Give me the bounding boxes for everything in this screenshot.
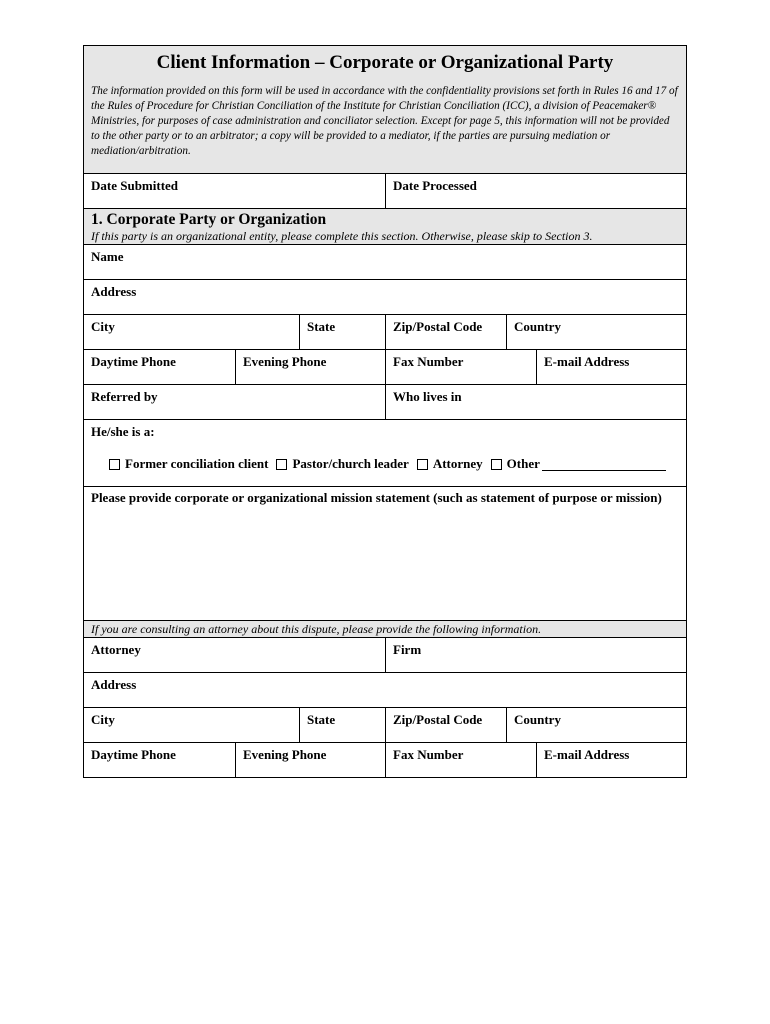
option-pastor[interactable] [276, 456, 408, 472]
referred-by-field[interactable]: Referred by [91, 389, 158, 404]
option-former-client[interactable] [109, 456, 268, 472]
form-title: Client Information – Corporate or Organizational Party [156, 52, 614, 73]
attorney-note: If you are consulting an attorney about this dispute, please provide the following information. [91, 622, 542, 636]
date-submitted-field[interactable]: Date Submitted [91, 178, 179, 193]
attorney-name-field[interactable]: Attorney [91, 642, 141, 657]
attorney-firm-field[interactable]: Firm [385, 638, 686, 672]
attorney-email-field[interactable]: E-mail Address [536, 743, 686, 777]
party-fax-field[interactable]: Fax Number [385, 350, 536, 384]
who-lives-in-field[interactable]: Who lives in [385, 385, 686, 419]
checkbox-pastor[interactable] [276, 459, 287, 470]
dates-row [83, 174, 687, 209]
party-zip-field[interactable]: Zip/Postal Code [385, 315, 506, 349]
other-specify-line[interactable] [542, 458, 666, 471]
checkbox-attorney[interactable] [417, 459, 428, 470]
section-1-note: If this party is an organizational entity, please complete this section. Otherwise, please skip to Section 3. [91, 229, 593, 243]
attorney-city-field[interactable]: City [91, 712, 115, 727]
attorney-state-field[interactable]: State [299, 708, 385, 742]
party-state-field[interactable]: State [299, 315, 385, 349]
party-city-field[interactable]: City [91, 319, 115, 334]
referral-row [83, 385, 687, 420]
option-other-label: Other [506, 456, 540, 471]
section-1-title: 1. Corporate Party or Organization [91, 211, 327, 228]
client-information-form [83, 45, 687, 778]
checkbox-other[interactable] [491, 459, 502, 470]
party-evening-phone-field[interactable]: Evening Phone [235, 350, 385, 384]
attorney-section-header [83, 621, 687, 638]
mission-statement-label: Please provide corporate or organizational mission statement (such as statement of purpose or mission) [91, 490, 662, 505]
role-options [91, 456, 679, 472]
attorney-zip-field[interactable]: Zip/Postal Code [385, 708, 506, 742]
section-1-header [83, 209, 687, 245]
attorney-daytime-phone-field[interactable]: Daytime Phone [91, 747, 176, 762]
party-country-field[interactable]: Country [506, 315, 686, 349]
city-row [83, 315, 687, 350]
name-row [83, 245, 687, 280]
option-other[interactable] [491, 456, 666, 472]
attorney-phone-row [83, 743, 687, 778]
party-daytime-phone-field[interactable]: Daytime Phone [91, 354, 176, 369]
attorney-address-field[interactable]: Address [91, 677, 137, 692]
attorney-address-row [83, 673, 687, 708]
party-name-field[interactable]: Name [91, 249, 124, 264]
role-section [83, 420, 687, 487]
option-pastor-label: Pastor/church leader [292, 456, 409, 471]
intro-paragraph: The information provided on this form will be used in accordance with the confidentiality provisions set forth in Rules 16 and 17 of the Rules of Procedure for Christian Conciliation of the Institute for Christian Conciliation (ICC), a division of Peacemaker® Ministries, for purposes of case administration and conciliator selection. Except for page 5, this information will not be provided to the other party or to an arbitrator; a copy will be provided to a mediator, if the parties are pursuing mediation or mediation/arbitration. [91, 85, 678, 157]
attorney-city-row [83, 708, 687, 743]
option-attorney-label: Attorney [432, 456, 483, 471]
attorney-evening-phone-field[interactable]: Evening Phone [235, 743, 385, 777]
party-email-field[interactable]: E-mail Address [536, 350, 686, 384]
role-label: He/she is a: [91, 424, 155, 439]
option-former-client-label: Former conciliation client [125, 456, 269, 471]
party-address-field[interactable]: Address [91, 284, 137, 299]
address-row [83, 280, 687, 315]
attorney-row [83, 638, 687, 673]
date-processed-field[interactable]: Date Processed [385, 174, 686, 208]
mission-statement-field[interactable] [83, 487, 687, 621]
checkbox-former-client[interactable] [109, 459, 120, 470]
form-header [83, 45, 687, 174]
phone-row [83, 350, 687, 385]
attorney-fax-field[interactable]: Fax Number [385, 743, 536, 777]
attorney-country-field[interactable]: Country [506, 708, 686, 742]
option-attorney[interactable] [417, 456, 483, 472]
